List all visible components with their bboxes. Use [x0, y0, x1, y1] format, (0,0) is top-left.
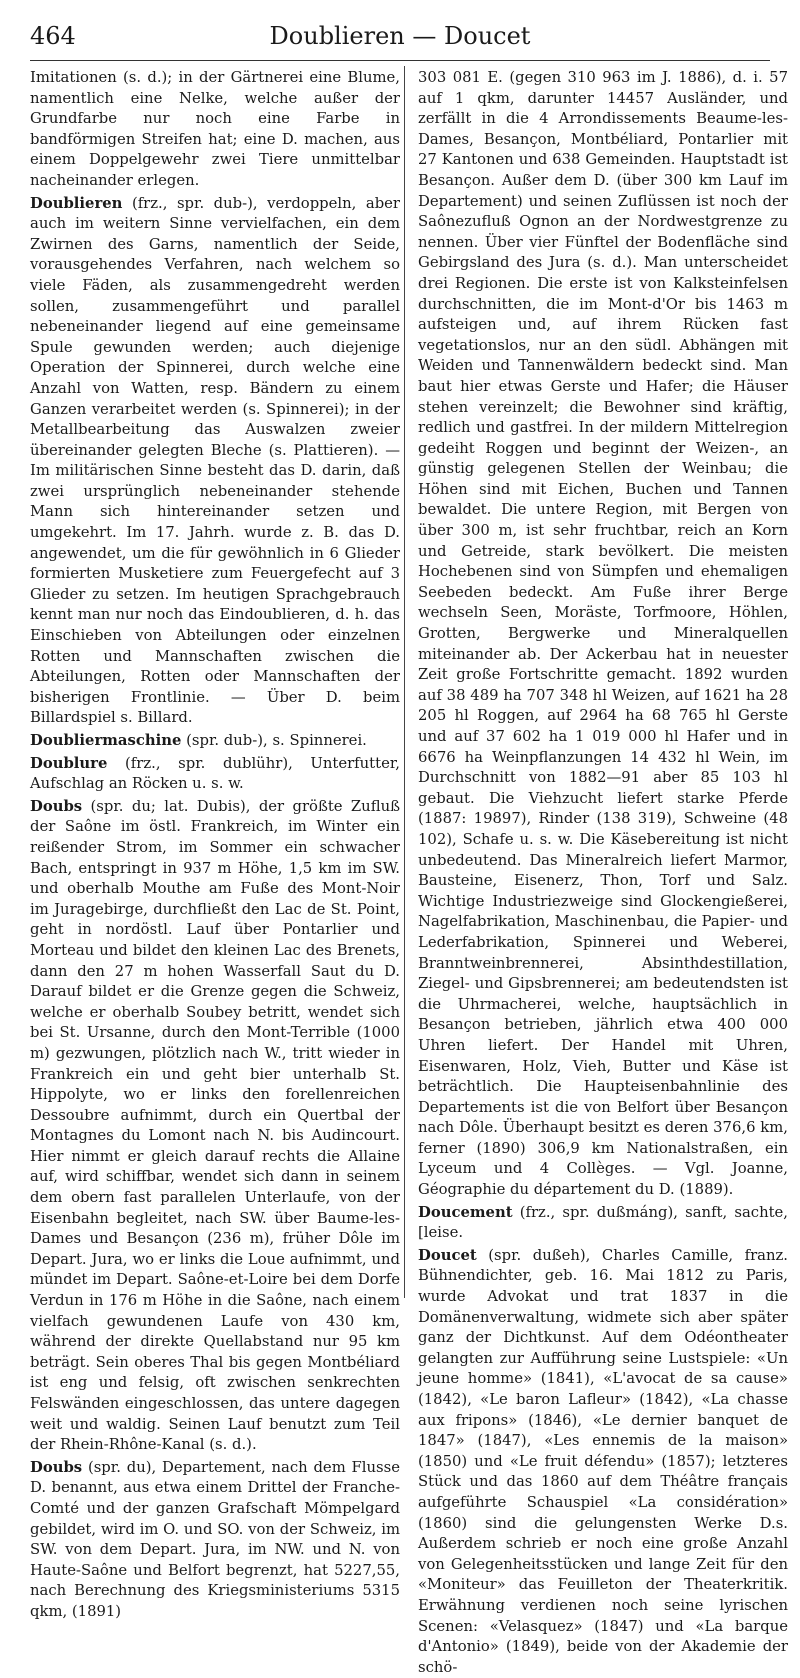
entry-headword: Doucement	[418, 1203, 513, 1221]
entry-text: (spr. dub-), s. Spinnerei.	[181, 732, 367, 749]
entry-headword: Doucet	[418, 1246, 477, 1264]
entry-paragraph	[418, 1203, 788, 1244]
entry-paragraph	[30, 68, 400, 192]
entry-headword: Doubs	[30, 1458, 83, 1476]
entry-paragraph	[418, 68, 788, 1201]
entry-paragraph	[30, 194, 400, 729]
page-number: 464	[30, 22, 76, 50]
entry-text: (frz., spr. dußmáng), sanft, sachte, [leise.	[418, 1203, 788, 1242]
entry-paragraph	[418, 1246, 788, 1678]
entry-text: (frz., spr. dub-), verdoppeln, aber auch im weitern Sinne vervielfachen, ein dem Zwirnen des Garns, namentlich der Seide, vorausgehendes Verfahren, nach welchem so viele Fäden, als zusammengedreht werden sollen, zusammengeführt und parallel nebeneinander liegend auf eine gemeinsame Spule gewunden werden; auch diejenige Operation der Spinnerei, durch welche eine Anzahl von Watten, resp. Bändern zu einem Ganzen verarbeitet werden (s. Spinnerei); in der Metallbearbeitung das Auswalzen zweier übereinander gelegten Bleche (s. Plattieren). — Im militärischen Sinne besteht das D. darin, daß zwei ursprünglich nebeneinander stehende Mann sich hintereinander setzen und umgekehrt. Im 17. Jahrh. wurde z. B. das D. angewendet, um die für gewöhnlich in 6 Glieder formierten Musketiere zum Feuergefecht auf 3 Glieder zu setzen. Im heutigen Sprachgebrauch kennt man nur noch das Eindoublieren, d. h. das Einschieben von Abteilungen oder einzelnen Rotten und Mannschaften zwischen die Abteilungen, Rotten oder Mannschaften der bisherigen Frontlinie. — Über D. beim Billardspiel s. Billard.	[30, 194, 400, 727]
entry-headword: Doublieren	[30, 194, 123, 212]
entry-text: (spr. dußeh), Charles Camille, franz. Bühnendichter, geb. 16. Mai 1812 zu Paris, wurde Advokat und trat 1837 in die Domänenverwaltung, widmete sich aber später ganz der Dichtkunst. Auf dem Odéontheater gelangten zur Aufführung seine Lustspiele: «Un jeune homme» (1841), «L'avocat de sa cause» (1842), «Le baron Lafleur» (1842), «La chasse aux fripons» (1846), «Le dernier banquet de 1847» (1847), «Les ennemis de la maison» (1850) und «Le fruit défendu» (1857); letzteres Stück und das 1860 auf dem Théâtre français aufgeführte Schauspiel «La considération» (1860) sind die gelungensten Werke D.s. Außerdem schrieb er noch eine große Anzahl von Gelegenheitsstücken und lange Zeit für den «Moniteur» das Feuilleton der Theaterkritik. Erwähnung verdienen noch seine lyrischen Scenen: «Velasquez» (1847) und «La barque d'Antonio» (1849), beide von der Akademie der schö-	[418, 1246, 788, 1676]
left-column	[30, 68, 400, 1620]
running-head: Doublieren — Doucet	[269, 22, 531, 50]
entry-headword: Doubs	[30, 797, 83, 815]
entry-text: (spr. du; lat. Dubis), der größte Zufluß der Saône im östl. Frankreich, im Winter ein reißender Strom, im Sommer ein schwacher Bach, entspringt in 937 m Höhe, 1,5 km im SW. und oberhalb Mouthe am Fuße des Mont-Noir im Juragebirge, durchfließt den Lac de St. Point, geht in nordöstl. Lauf über Pontarlier und Morteau und bildet den kleinen Lac des Brenets, dann den 27 m hohen Wasserfall Saut du D. Darauf bildet er die Grenze gegen die Schweiz, welche er oberhalb Soubey betritt, wendet sich bei St. Ursanne, durch den Mont-Terrible (1000 m) gezwungen, plötzlich nach W., tritt wieder in Frankreich ein und geht bier unterhalb St. Hippolyte, wo er links den forellenreichen Dessoubre aufnimmt, durch ein Quertbal der Montagnes du Lomont nach N. bis Audincourt. Hier nimmt er gleich darauf rechts die Allaine auf, wird schiffbar, wendet sich dann in seinem dem obern fast parallelen Unterlaufe, von der Eisenbahn begleitet, nach SW. über Baume-les-Dames und Besançon (236 m), früher Dôle im Depart. Jura, wo er links die Loue aufnimmt, und mündet im Depart. Saône-et-Loire bei dem Dorfe Verdun in 176 m Höhe in die Saône, nach einem vielfach gewundenen Laufe von 430 km, während der direkte Quellabstand nur 95 km beträgt. Sein oberes Thal bis gegen Montbéliard ist eng und felsig, oft zwischen senkrechten Felswänden eingeschlossen, das untere dagegen weit und waldig. Seinen Lauf benutzt zum Teil der Rhein-Rhône-Kanal (s. d.).	[30, 797, 400, 1454]
page-header	[30, 20, 770, 52]
right-column	[418, 68, 788, 1676]
entry-paragraph	[30, 731, 400, 752]
entry-text: (frz., spr. dublühr), Unterfutter, Aufschlag an Röcken u. s. w.	[30, 754, 400, 793]
entry-paragraph	[30, 1458, 400, 1623]
entry-text: 303 081 E. (gegen 310 963 im J. 1886), d. i. 57 auf 1 qkm, darunter 14457 Ausländer, und zerfällt in die 4 Arrondissements Beaume-les-Dames, Besançon, Montbéliard, Pontarlier mit 27 Kantonen und 638 Gemeinden. Hauptstadt ist Besançon. Außer dem D. (über 300 km Lauf im Departement) und seinen Zuflüssen ist noch der Saônezufluß Ognon an der Nordwestgrenze zu nennen. Über vier Fünftel der Bodenfläche sind Gebirgsland des Jura (s. d.). Man unterscheidet drei Regionen. Die erste ist von Kalksteinfelsen durchschnitten, die im Mont-d'Or bis 1463 m aufsteigen und, auf ihrem Rücken fast vegetationslos, nur an den südl. Abhängen mit Weiden und Tannenwäldern bedeckt sind. Man baut hier etwas Gerste und Hafer; die Häuser stehen vereinzelt; die Bewohner sind kräftig, redlich und gastfrei. In der mildern Mittelregion gedeiht Roggen und beginnt der Weizen-, an günstig gelegenen Stellen der Weinbau; die Höhen sind mit Eichen, Buchen und Tannen bewaldet. Die untere Region, mit Bergen von über 300 m, ist sehr fruchtbar, reich an Korn und Getreide, stark bevölkert. Die meisten Hochebenen sind von Sümpfen und ehemaligen Seebeden bedeckt. Am Fuße ihrer Berge wechseln Seen, Moräste, Torfmoore, Höhlen, Grotten, Bergwerke und Mineralquellen miteinander ab. Der Ackerbau hat in neuester Zeit große Fortschritte gemacht. 1892 wurden auf 38 489 ha 707 348 hl Weizen, auf 1621 ha 28 205 hl Roggen, auf 2964 ha 68 765 hl Gerste und auf 37 602 ha 1 019 000 hl Hafer und in 6676 ha Weinpflanzungen 14 432 hl Wein, im Durchschnitt von 1882—91 aber 85 103 hl gebaut. Die Viehzucht liefert starke Pferde (1887: 19897), Rinder (138 319), Schweine (48 102), Schafe u. s. w. Die Käsebereitung ist nicht unbedeutend. Das Mineralreich liefert Marmor, Bausteine, Eisenerz, Thon, Torf und Salz. Wichtige Industriezweige sind Glockengießerei, Nagelfabrikation, Maschinenbau, die Papier- und Lederfabrikation, Spinnerei und Weberei, Branntweinbrennerei, Absinthdestillation, Ziegel- und Gipsbrennerei; am bedeutendsten ist die Uhrmacherei, welche, hauptsächlich in Besançon betrieben, jährlich etwa 400 000 Uhren liefert. Der Handel mit Uhren, Eisenwaren, Holz, Vieh, Butter und Käse ist beträchtlich. Die Haupteisenbahnlinie des Departements ist die von Belfort über Besançon nach Dôle. Überhaupt besitzt es deren 376,6 km, ferner (1890) 306,9 km Nationalstraßen, ein Lyceum und 4 Collèges. — Vgl. Joanne, Géographie du département du D. (1889).	[418, 69, 788, 1199]
entry-headword: Doubliermaschine	[30, 732, 182, 749]
entry-headword: Doublure	[30, 754, 108, 772]
column-divider	[404, 66, 405, 1298]
header-rule	[30, 60, 770, 61]
entry-text: Imitationen (s. d.); in der Gärtnerei eine Blume, namentlich eine Nelke, welche außer der Grundfarbe nur noch eine Farbe in bandförmigen Streifen hat; eine D. machen, aus einem Doppelgewehr zwei Tiere unmittelbar nacheinander erlegen.	[30, 69, 400, 189]
entry-text: (spr. du), Departement, nach dem Flusse D. benannt, aus etwa einem Drittel der Franche-Comté und der ganzen Grafschaft Mömpelgard gebildet, wird im O. und SO. von der Schweiz, im SW. von dem Depart. Jura, im NW. und N. von Haute-Saône und Belfort begrenzt, hat 5227,55, nach Berechnung des Kriegsministeriums 5315 qkm, (1891)	[30, 1458, 400, 1620]
entry-paragraph	[30, 797, 400, 1456]
entry-paragraph	[30, 754, 400, 795]
